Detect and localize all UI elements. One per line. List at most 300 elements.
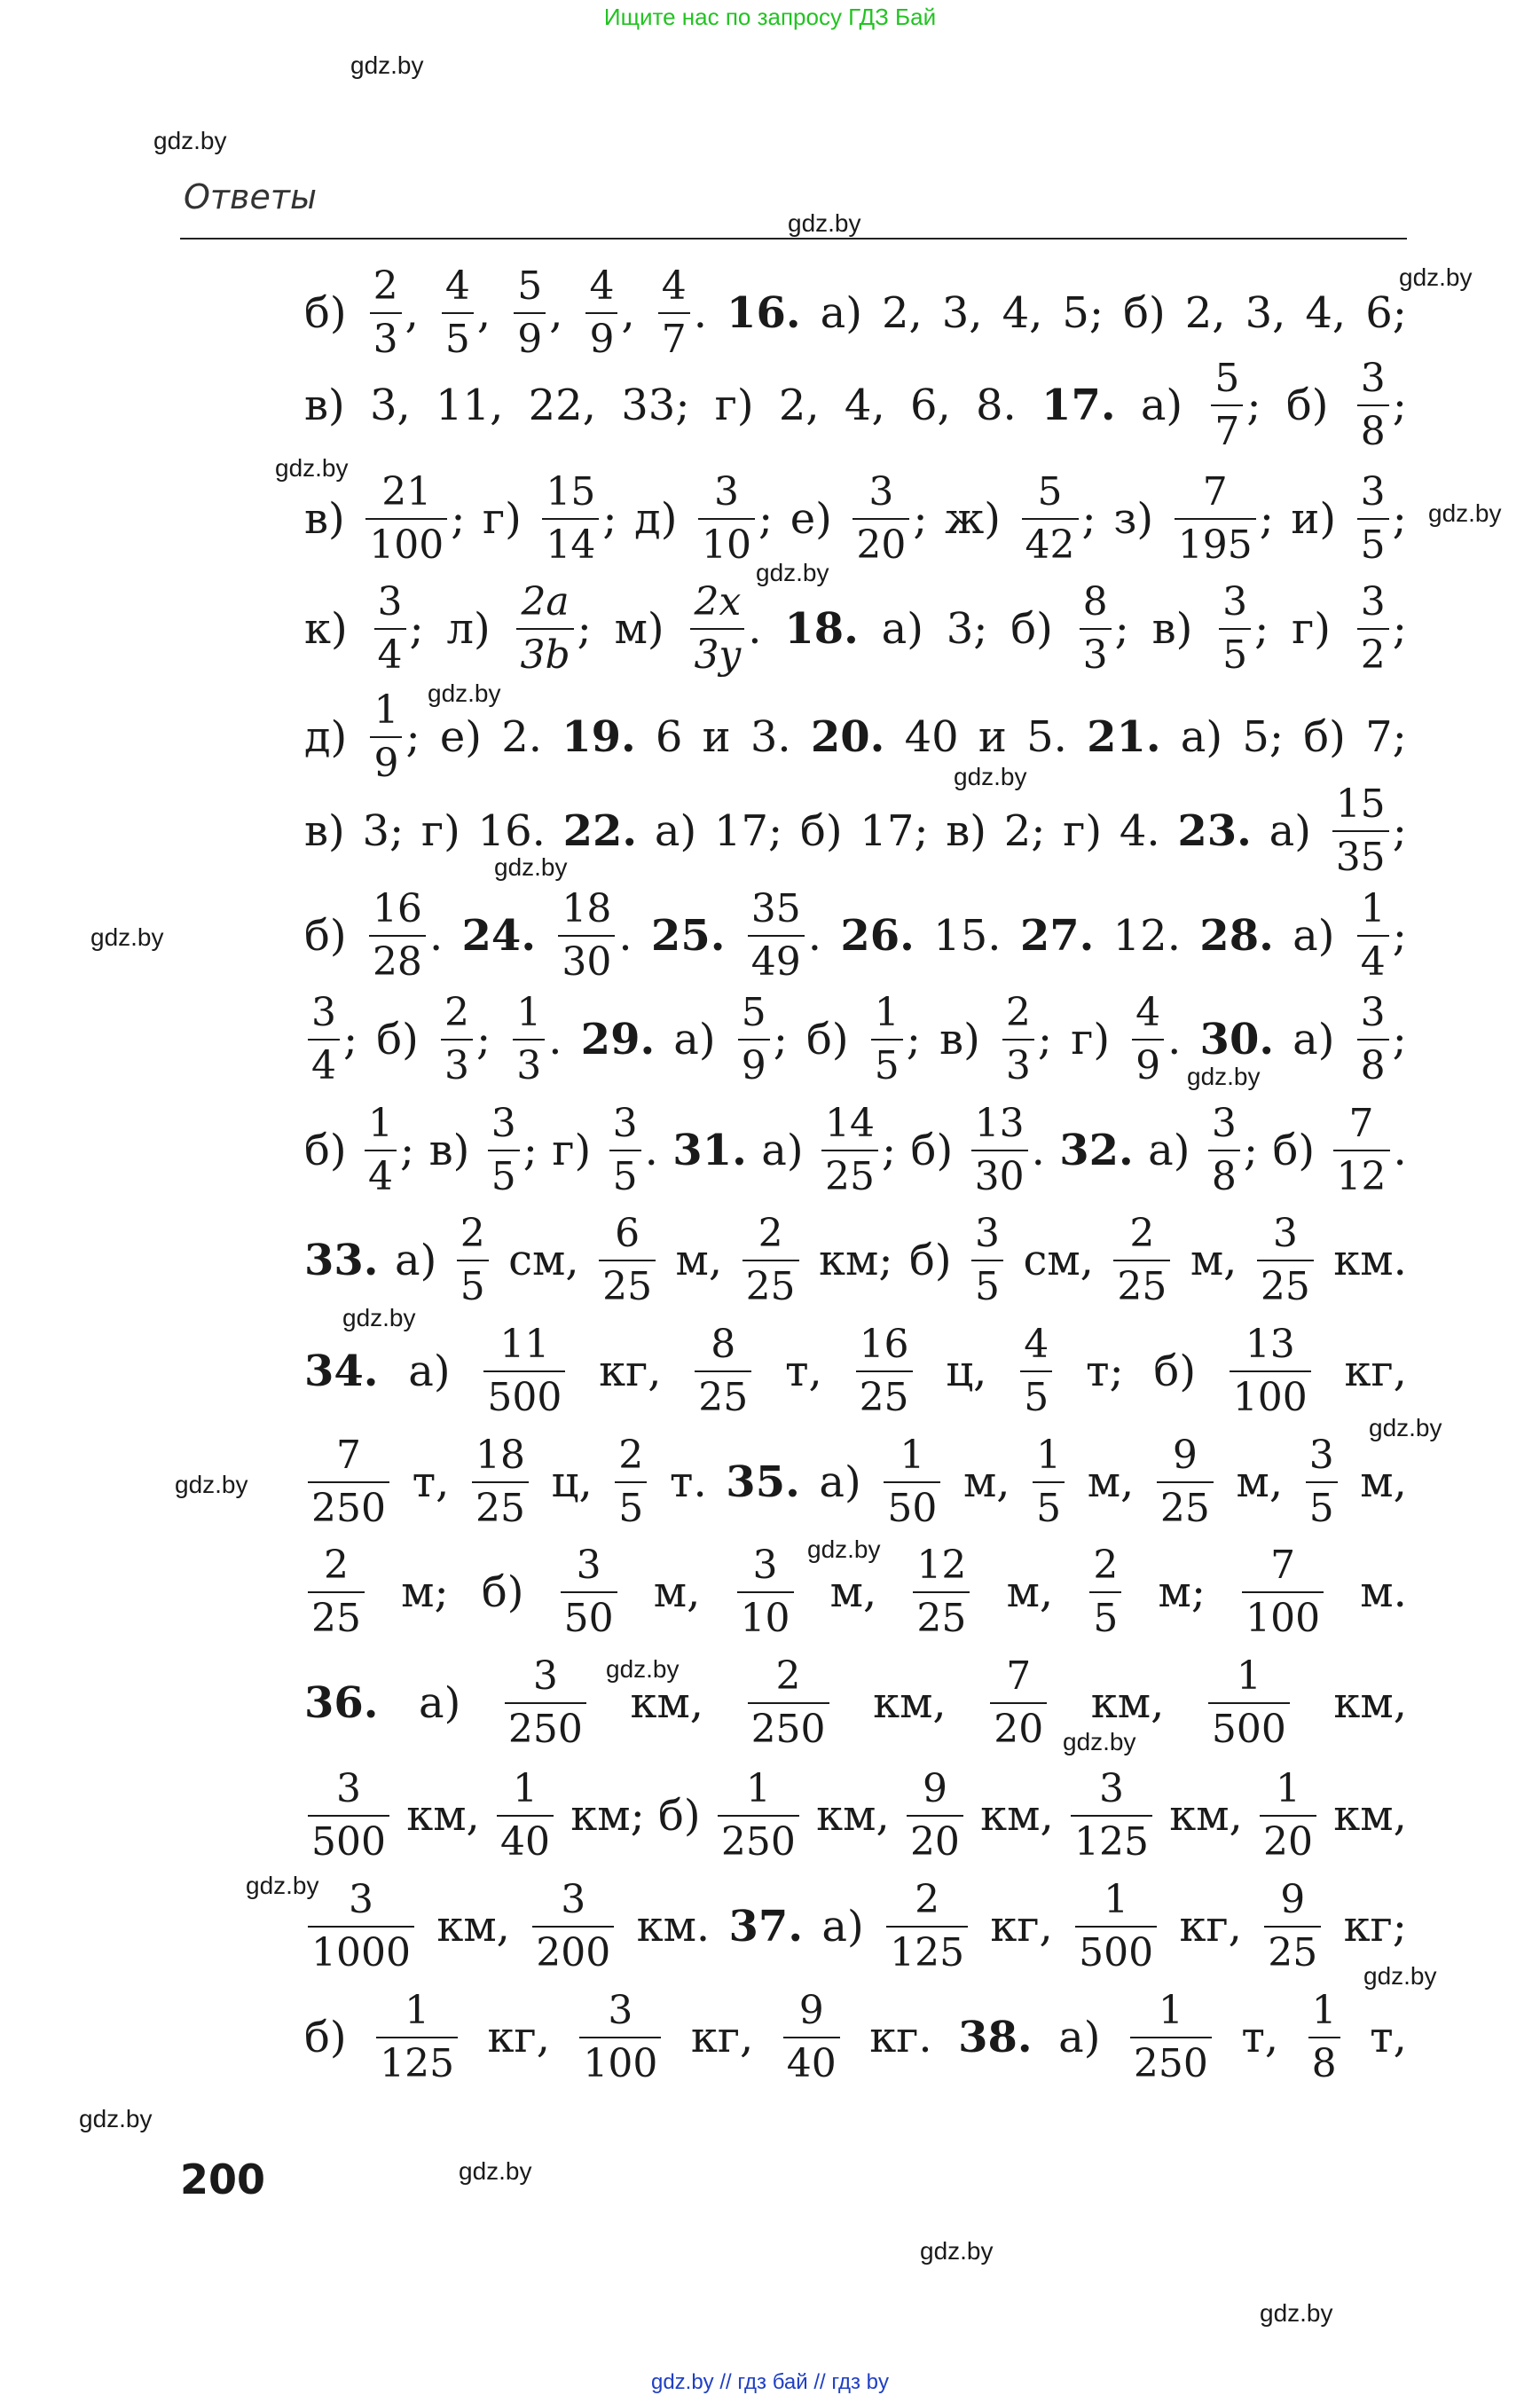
fraction (516, 579, 573, 678)
watermark: gdz.by (606, 1655, 680, 1683)
answer-text: б) (658, 1791, 701, 1841)
answer-fraction (484, 1101, 538, 1199)
punctuation: ; (906, 1015, 921, 1064)
fraction-denominator: 5 (871, 1039, 903, 1086)
answer-fraction (735, 990, 788, 1088)
answer-fraction (734, 1543, 798, 1641)
fraction-denominator: 5 (971, 1260, 1003, 1307)
answer-text: а) (1140, 381, 1183, 430)
answer-fraction (304, 1543, 368, 1641)
fraction-denominator: 3 (1002, 1039, 1034, 1086)
answer-text: 2. (501, 712, 542, 762)
answer-fraction (909, 1543, 973, 1641)
fraction (738, 990, 770, 1088)
answer-text: 3; (946, 604, 988, 654)
fraction-numerator: 11 (499, 1322, 550, 1367)
answer-text: 2, (881, 288, 923, 338)
answer-text: а) (419, 1678, 461, 1728)
fraction-denominator: 100 (1230, 1370, 1311, 1417)
fraction (442, 263, 474, 362)
fraction-denominator: 500 (1208, 1702, 1290, 1749)
answer-fraction (366, 687, 420, 786)
fraction (1208, 1653, 1290, 1752)
fraction (1332, 781, 1389, 880)
punctuation: ; (1246, 381, 1261, 430)
answer-text: а) (1292, 1015, 1335, 1064)
problem-number: 30. (1199, 1015, 1275, 1064)
answer-text: 12. (1112, 911, 1181, 961)
fraction (1132, 990, 1164, 1088)
answer-fraction (480, 1322, 569, 1420)
answer-line (304, 1645, 1407, 1761)
fraction-numerator: 1 (1236, 1653, 1261, 1699)
watermark: gdz.by (756, 559, 829, 586)
answer-fraction (1205, 1653, 1293, 1752)
fraction-denominator: 40 (497, 1815, 554, 1862)
answer-text: д) (304, 712, 348, 762)
answer-text: 4. (1119, 806, 1160, 856)
fraction-numerator: 4 (1024, 1322, 1049, 1367)
fraction-numerator: 8 (1082, 579, 1108, 624)
fraction-denominator: 20 (907, 1815, 963, 1862)
fraction (505, 1653, 586, 1752)
fraction (1308, 1988, 1340, 2086)
punctuation: ; (577, 604, 592, 654)
fraction (561, 1543, 617, 1641)
answer-text: км, (1333, 1791, 1407, 1841)
watermark: gdz.by (954, 763, 1027, 790)
fraction (748, 886, 805, 985)
answer-text: т. (669, 1457, 707, 1507)
answer-fraction (1153, 1433, 1217, 1531)
fraction (1208, 1101, 1240, 1199)
fraction-numerator: 3 (868, 469, 894, 514)
answer-text: а) (819, 1457, 861, 1507)
fraction (658, 263, 690, 362)
fraction (1357, 469, 1389, 568)
fraction-numerator: 1 (745, 1766, 771, 1811)
fraction-numerator: 2 (1093, 1543, 1119, 1588)
watermark: gdz.by (350, 51, 424, 79)
answer-fraction (744, 886, 822, 985)
fraction (1130, 1988, 1212, 2086)
answer-text: 5; (1062, 288, 1104, 338)
fraction (742, 1211, 799, 1309)
watermark: gdz.by (807, 1535, 881, 1563)
fraction (1075, 1877, 1157, 1975)
fraction-denominator: 25 (1113, 1260, 1170, 1307)
answer-text: 16. (477, 806, 546, 856)
answer-text: з) (1113, 494, 1154, 544)
fraction-numerator: 12 (916, 1543, 967, 1588)
answer-text: б) (304, 1126, 347, 1175)
answer-text: а) (1180, 712, 1223, 762)
answer-fraction (606, 1101, 658, 1199)
fraction (1264, 1877, 1321, 1975)
fraction-numerator: 3 (752, 1543, 778, 1588)
fraction (971, 1101, 1028, 1199)
fraction-numerator: 1 (1311, 1988, 1337, 2033)
fraction (365, 469, 447, 568)
fraction-numerator: 7 (1202, 469, 1228, 514)
answer-text: км, (1333, 1678, 1407, 1728)
answer-fraction (1086, 1543, 1125, 1641)
punctuation: . (748, 604, 762, 654)
punctuation: ; (1392, 911, 1407, 961)
fraction-denominator: 500 (308, 1815, 389, 1862)
fraction-denominator: 5 (488, 1150, 520, 1197)
answer-text: кг, (599, 1347, 662, 1396)
answer-text: м, (1087, 1457, 1135, 1507)
answer-fraction (611, 1433, 650, 1531)
fraction-denominator: 100 (579, 2037, 661, 2084)
answer-text: 4, (844, 381, 885, 430)
problem-number: 33. (304, 1236, 379, 1285)
answer-text: 17; (713, 806, 783, 856)
watermark: gdz.by (1063, 1728, 1136, 1755)
fraction-denominator: 8 (1208, 1150, 1240, 1197)
punctuation: , (405, 288, 419, 338)
answer-text: а) (1148, 1126, 1190, 1175)
answer-text: 8. (976, 381, 1017, 430)
punctuation: ; (1392, 1015, 1407, 1064)
answer-text: е) (439, 712, 482, 762)
fraction-denominator: 25 (1257, 1260, 1314, 1307)
fraction (884, 1433, 940, 1531)
fraction-denominator: 3 (513, 1039, 545, 1086)
answer-fraction (968, 1101, 1045, 1199)
fraction-denominator: 125 (886, 1926, 968, 1973)
fraction-denominator: 25 (821, 1150, 878, 1197)
watermark: gdz.by (90, 923, 164, 951)
problem-number: 35. (726, 1457, 800, 1507)
fraction-numerator: 3 (561, 1877, 586, 1922)
fraction-numerator: 21 (381, 469, 432, 514)
fraction (1306, 1433, 1338, 1531)
answer-text: в) (946, 806, 987, 856)
fraction-denominator: 25 (1157, 1481, 1214, 1528)
fraction-denominator: 20 (1260, 1815, 1316, 1862)
punctuation: ; (1081, 494, 1096, 544)
answer-fraction (1238, 1543, 1327, 1641)
answer-text: в) (304, 381, 345, 430)
punctuation: ; (400, 1126, 415, 1175)
answer-text: 5. (1026, 712, 1067, 762)
answer-text: км. (636, 1902, 711, 1951)
fraction-numerator: 7 (1006, 1653, 1032, 1699)
answer-text: 2, (1184, 288, 1226, 338)
fraction-denominator: 4 (1357, 935, 1389, 982)
answer-text: б) (304, 288, 347, 338)
page-header-title: Ответы (184, 177, 317, 216)
answer-text: в) (1151, 604, 1193, 654)
fraction-numerator: 1 (900, 1433, 925, 1478)
answer-text: м, (962, 1457, 1010, 1507)
fraction-denominator: 5 (1089, 1591, 1121, 1638)
fraction-denominator: 25 (742, 1260, 799, 1307)
punctuation: ; (1259, 494, 1274, 544)
punctuation: ; (758, 494, 774, 544)
answer-text: ц, (551, 1457, 593, 1507)
answer-text: л) (446, 604, 491, 654)
fraction-numerator: 13 (1245, 1322, 1295, 1367)
fraction-numerator: 4 (1135, 990, 1161, 1035)
answer-text: и) (1291, 494, 1337, 544)
answer-fraction (1127, 1988, 1215, 2086)
answer-text: км; (819, 1236, 893, 1285)
answer-text: 11, (436, 381, 504, 430)
answer-text: б) (910, 1126, 954, 1175)
answer-text: м, (1360, 1457, 1407, 1507)
fraction-numerator: 7 (1348, 1101, 1374, 1146)
punctuation: ; (1037, 1015, 1053, 1064)
problem-number: 31. (672, 1126, 747, 1175)
fraction-numerator: 3 (335, 1766, 361, 1811)
answer-line (304, 461, 1407, 577)
fraction (370, 263, 402, 362)
fraction-denominator: 5 (457, 1260, 489, 1307)
fraction-denominator: 250 (1130, 2037, 1212, 2084)
fraction-denominator: 8 (1357, 1039, 1389, 1086)
problem-number: 23. (1177, 806, 1252, 856)
answer-text: б) (304, 911, 347, 961)
answer-fraction (880, 1433, 944, 1531)
fraction (1357, 990, 1389, 1088)
fraction-denominator: 25 (599, 1260, 656, 1307)
answer-fraction (554, 886, 632, 985)
fraction-denominator: 12 (1333, 1150, 1390, 1197)
fraction-numerator: 3 (311, 990, 336, 1035)
answer-fraction (818, 1101, 897, 1199)
answer-text: а) (1058, 2013, 1101, 2062)
answer-fraction (1354, 579, 1407, 678)
fraction (441, 990, 473, 1088)
fraction-numerator: 16 (372, 886, 422, 931)
fraction-numerator: 1 (874, 990, 900, 1035)
answer-fraction (691, 1322, 755, 1420)
fraction-denominator: 25 (913, 1591, 970, 1638)
fraction (365, 1101, 397, 1199)
fraction-denominator: 30 (558, 935, 615, 982)
fraction-numerator: 1 (1158, 1988, 1183, 2033)
answer-text: т, (1370, 2013, 1407, 2062)
answer-text: б) (481, 1567, 524, 1617)
fraction-numerator: 2x (694, 579, 742, 624)
fraction-numerator: 9 (922, 1766, 947, 1811)
answer-fraction (493, 1766, 557, 1865)
punctuation: ; (405, 712, 420, 762)
punctuation: , (549, 288, 563, 338)
answer-fraction (687, 579, 762, 678)
fraction (308, 1877, 414, 1975)
fraction (1211, 356, 1243, 454)
answer-text: ц, (946, 1347, 987, 1396)
fraction-numerator: 3 (491, 1101, 516, 1146)
answer-text: к) (304, 604, 348, 654)
fraction-numerator: 2 (444, 990, 470, 1035)
fraction (308, 1766, 389, 1865)
fraction-numerator: 2 (373, 263, 398, 309)
fraction-denominator: 9 (514, 312, 546, 359)
fraction (718, 1766, 799, 1865)
fraction (1022, 469, 1079, 568)
fraction-denominator: 10 (737, 1591, 794, 1638)
answer-text: кг, (690, 2013, 754, 2062)
fraction-denominator: 125 (1071, 1815, 1152, 1862)
fraction-numerator: 3 (1360, 469, 1386, 514)
fraction (698, 469, 755, 568)
fraction-denominator: 3y (690, 628, 744, 675)
punctuation: ; (1392, 604, 1407, 654)
answer-fraction (1302, 1433, 1341, 1531)
answer-fraction (557, 1543, 621, 1641)
answer-text: а) (1292, 911, 1335, 961)
fraction-denominator: 5 (615, 1481, 647, 1528)
fraction-denominator: 100 (365, 518, 447, 565)
fraction-denominator: 28 (369, 935, 426, 982)
answer-fraction (1354, 990, 1407, 1088)
fraction-numerator: 4 (589, 263, 615, 309)
fraction-numerator: 8 (711, 1322, 736, 1367)
answer-fraction (1171, 469, 1274, 568)
fraction-numerator: 2 (460, 1211, 485, 1256)
fraction-numerator: 3 (1360, 356, 1386, 401)
answer-fraction (304, 1766, 393, 1865)
answer-text: 3; (362, 806, 405, 856)
punctuation: ; (409, 604, 424, 654)
fraction-denominator: 250 (308, 1481, 389, 1528)
answer-fraction (1215, 579, 1269, 678)
problem-number: 18. (784, 604, 859, 654)
answer-text: а) (654, 806, 697, 856)
fraction-numerator: 2 (775, 1653, 801, 1699)
fraction (579, 1988, 661, 2086)
fraction-numerator: 4 (444, 263, 470, 309)
fraction (532, 1877, 614, 1975)
fraction-numerator: 9 (1172, 1433, 1198, 1478)
fraction (1071, 1766, 1152, 1865)
fraction-numerator: 2 (1005, 990, 1031, 1035)
problem-number: 37. (728, 1902, 804, 1951)
answer-text: 6 (655, 712, 683, 762)
answer-fraction (849, 469, 928, 568)
fraction (886, 1877, 968, 1975)
answer-text: в) (428, 1126, 470, 1175)
answer-fraction (695, 469, 774, 568)
fraction (308, 1543, 365, 1641)
footer-links: gdz.by // гдз бай // гдз by (650, 2370, 890, 2394)
fraction-numerator: 1 (1104, 1877, 1129, 1922)
punctuation: ; (522, 1126, 538, 1175)
answer-text: т, (412, 1457, 450, 1507)
fraction-denominator: 4 (308, 1039, 340, 1086)
fraction-numerator: 15 (1335, 781, 1386, 827)
watermark: gdz.by (79, 2105, 153, 2132)
fraction-denominator: 7 (1211, 404, 1243, 452)
fraction-numerator: 1 (373, 687, 399, 733)
answer-text: км, (1090, 1678, 1165, 1728)
answer-fraction (304, 1877, 418, 1975)
answer-text: м, (653, 1567, 701, 1617)
answer-text: 17; (860, 806, 929, 856)
fraction-denominator: 50 (561, 1591, 617, 1638)
punctuation: ; (451, 494, 466, 544)
answer-fraction (510, 263, 563, 362)
problem-number: 29. (580, 1015, 656, 1064)
answer-text: ж) (945, 494, 1001, 544)
watermark: gdz.by (920, 2237, 994, 2265)
fraction-denominator: 5 (609, 1150, 641, 1197)
fraction (374, 579, 406, 678)
fraction-numerator: 18 (475, 1433, 525, 1478)
answer-text: 6, (909, 381, 951, 430)
watermark: gdz.by (175, 1471, 248, 1498)
fraction (748, 1653, 829, 1752)
problem-number: 25. (650, 911, 726, 961)
answer-line (304, 1314, 1407, 1429)
answer-text: б) (806, 1015, 849, 1064)
problem-number: 32. (1059, 1126, 1134, 1175)
answer-text: в) (304, 494, 345, 544)
answer-text: и (702, 712, 731, 762)
fraction-denominator: 5 (1219, 628, 1251, 675)
answer-fraction (744, 1653, 833, 1752)
fraction (370, 687, 402, 786)
answer-fraction (576, 1988, 664, 2086)
answer-fraction (868, 990, 921, 1088)
answer-line (304, 774, 1407, 889)
answer-text: в) (939, 1015, 980, 1064)
fraction-numerator: 3 (975, 1211, 1001, 1256)
fraction (856, 1322, 913, 1420)
punctuation: , (476, 288, 491, 338)
answer-text: б) (1123, 288, 1166, 338)
fraction-numerator: 1 (1360, 886, 1386, 931)
fraction-denominator: 25 (308, 1591, 365, 1638)
answer-fraction (1354, 356, 1407, 454)
fraction-numerator: 14 (824, 1101, 875, 1146)
answer-fraction (1110, 1211, 1174, 1309)
fraction-denominator: 3 (1080, 628, 1112, 675)
watermark: gdz.by (494, 853, 568, 881)
answer-text: б) (1303, 712, 1346, 762)
fraction (1357, 579, 1389, 678)
fraction (472, 1433, 529, 1531)
answer-fraction (968, 1211, 1007, 1309)
fraction-numerator: 4 (661, 263, 687, 309)
answer-text: 3. (750, 712, 791, 762)
fraction (1260, 1766, 1316, 1865)
fraction (1230, 1322, 1311, 1420)
answer-fraction (373, 1988, 461, 2086)
answer-text: м. (1360, 1567, 1407, 1617)
problem-number: 19. (562, 712, 636, 762)
watermark: gdz.by (275, 454, 349, 482)
answer-text: км, (873, 1678, 947, 1728)
header-rule (180, 238, 1407, 240)
punctuation: ; (602, 494, 617, 544)
fraction-numerator: 9 (1280, 1877, 1306, 1922)
answer-text: б) (304, 2013, 347, 2062)
punctuation: . (1031, 1126, 1045, 1175)
answer-text: е) (790, 494, 832, 544)
answer-text: а) (881, 604, 923, 654)
fraction-denominator: 9 (370, 736, 402, 783)
answer-fraction (366, 263, 419, 362)
fraction (1242, 1543, 1324, 1641)
answer-text: т, (785, 1347, 822, 1396)
answer-fraction (468, 1433, 532, 1531)
